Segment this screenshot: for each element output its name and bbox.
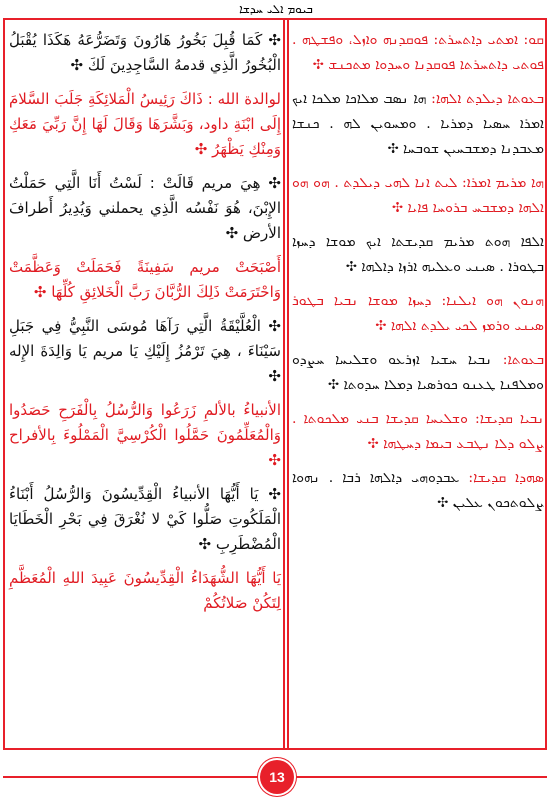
arabic-verse (9, 171, 281, 246)
syriac-verse (292, 466, 544, 516)
verse-text: الأنبياءُ بالألمِ زَرَعُوا وَالرُّسُلُ بِالْفَرَحِ حَصَدُوا وَالْمُعَلِّمُونَ حَمَّلُوا الْكُرْسِيَّ الْمَمْلُوءَ بِالأفراح ✣ (9, 401, 281, 469)
arabic-verse (9, 566, 281, 616)
verse-text: ܥܒܕܘܗܝ ܕܐܠܗܐ ܪܒܐ . ܢܗܘܐ ܨܠܘܬܟܘܢ ܥܠܝܢ ✣ (292, 470, 544, 511)
verse-text: ܗܐ ܡܪܝܡ ܐܡܪܐ: ܠܝܬ ܐܢܐ ܠܗܝ ܕܝܠܕܬ . ܗܘ ܗܘ ܐܠܗܐ ܕܡܫܒܚ ܒܪܘܚܐ ܦܐܝܐ ✣ (292, 175, 544, 216)
verse-text: ✣ كَمَا قُبِلَ بَخُورُ هَارُونَ وَتَضَرُّعَهُ هَكَذَا يُقْبَلُ الْبُخُورُ الَّذِي قدمهُ السَّاجِدِينَ لَكَ ✣ (9, 31, 281, 74)
verse-text: ✣ يَا أَيُّهَا الأنبياءُ الْقِدِّيسُونَ وَالرُّسُلُ أَبْنَاءُ الْمَلَكُوتِ صَلُّوا كَيْ لا نُغْرَقَ فِي بَحْرِ الْخَطَايَا الْمُضْطَرِبِ ✣ (9, 485, 281, 553)
arabic-verse (9, 255, 281, 305)
verse-lead: ܢܒܝܐ ܩܕܝܫܐ: (467, 411, 544, 427)
verse-text: ܗܢܘܢ ܗܘ ܐܝܠܢܐ: ܕܚܙܐ ܡܘܫܐ ܢܒܝܐ ܒܛܘܪ ܣܝܢܝ ܘܪܡܙ ܠܟܝ ܝܠܕܬ ܐܠܗܐ ✣ (292, 293, 544, 334)
verse-text: أَصْبَحَتْ مريم سَفِينَةً فَحَمَلَتْ وَعَظَّمَتْ وَاحْتَرَمَتْ ذَلِكَ الرُّبَّانَ رَبَّ الْخَلائِقِ كُلِّهَا ✣ (9, 258, 281, 301)
verse-text: يَا أَيُّهَا الشُّهَدَاءُ الْقِدِّيسُونَ عَبِيدَ اللهِ الْمُعَظَّمِ لِتَكُنْ صَلاتُكُمْ (9, 569, 281, 612)
arabic-column (9, 28, 281, 742)
verse-text: ✣ الْعُلَّيْقَةُ الَّتِي رَآهَا مُوسَى النَّبِيُّ فِي جَبَلِ سَيْنَاءَ ، هِيَ تَرْمُزُ إِلَيْكِ يَا مريم يَا وَالِدَةَ الإِله ✣ (9, 317, 281, 385)
syriac-verse (292, 348, 544, 398)
verse-text: ܐܠܦܐ ܗܘܬ ܡܪܝܡ ܩܕܝܫܬܐ ܐܝܟ ܡܘܫܐ ܕܚܙܐ ܒܛܘܪܐ . ܣܝܢܝ ܘܥܠܝܗ ܐܪܙܐ ܕܐܠܗܐ ✣ (292, 234, 544, 275)
verse-text: ✣ هِيَ مريم قَالَتْ : لَسْتُ أَنَا الَّتِي حَمَلْتُ الإِبْنَ، هُوَ نَفْسُه الَّذِي يحملني وَيُدِيرُ أَطرافَ الأرض ✣ (9, 174, 281, 242)
verse-lead: ܒܥܘܬܐ: (491, 352, 544, 368)
verse-lead: لوالدة الله : (202, 90, 281, 108)
verse-text: ذَاكَ رَئِيسُ الْمَلائِكَةِ جَلَبَ السَّلامَ إِلَى ابْنَةِ داود، وَبَشَّرَهَا وَقَالَ لَهَا إِنَّ رَبِّيَ مَعَكِ وَمِنْكِ يَظْهَرُ ✣ (9, 90, 281, 158)
page-header: ܒܝܘܡ ܐܠܝ ܚܕܫܐ (239, 2, 313, 16)
syriac-verse (292, 230, 544, 280)
page-number-badge: 13 (260, 760, 294, 794)
verse-text: ܢܒܝܐ ܚܫܝܐ ܐܙܪܥܘ ܘܫܠܝܚܐ ܚܨܕܘ ܘܡܠܦܢܐ ܛܥܢܘ ܟܘܪܣܝܐ ܕܡܠܐ ܚܕܘܬܐ ✣ (292, 352, 544, 393)
syriac-verse (292, 407, 544, 457)
arabic-verse (9, 398, 281, 473)
syriac-column (292, 28, 544, 742)
verse-lead: ܣܗܕܐ ܩܕܝܫܐ: (459, 470, 544, 486)
arabic-verse (9, 87, 281, 162)
verse-text: ܐܡܬܝ ܕܐܬܚܪܬ: ܦܘܩܕܢܗ ܘܐܙܠ، ܘܦܫܛܗ . ܦܘܬܝ ܕܐܬܚܪܬܐ ܦܘܩܕܢܐ ܘܚܕܘܐ ܡܬܟܢܫ ✣ (292, 32, 544, 73)
verse-lead: ܒܥܘܬܐ ܕܝܠܕܬ ܐܠܗܐ: (426, 91, 544, 107)
syriac-verse (292, 289, 544, 339)
syriac-verse (292, 87, 544, 162)
arabic-verse (9, 28, 281, 78)
column-divider (283, 18, 289, 750)
verse-text: ܗܐ ܢܣܒ ܡܠܐܟܐ ܡܠܟܐ ܐܝܟ ܐܡܪܐ ܚܣܝܐ ܕܡܪܝܐ . ܘܡܚܘܝܢ ܠܗ . ܟܢܫܐ ܡܥܒܕܢܐ ܕܡܫܒܚܝܢ ܫܘܒܚܐ ✣ (292, 91, 544, 157)
arabic-verse (9, 314, 281, 389)
syriac-verse (292, 171, 544, 221)
syriac-verse (292, 28, 544, 78)
verse-text: ܘܫܠܝܚܐ ܩܕܝܫܐ ܒܢܝ ܡܠܟܘܬܐ . ܨܠܘ ܕܠܐ ܢܛܒܥ ܒܝܡܐ ܕܚܛܗܐ ✣ (292, 411, 544, 452)
verse-lead: ܩܘ: (518, 32, 544, 48)
arabic-verse (9, 482, 281, 557)
